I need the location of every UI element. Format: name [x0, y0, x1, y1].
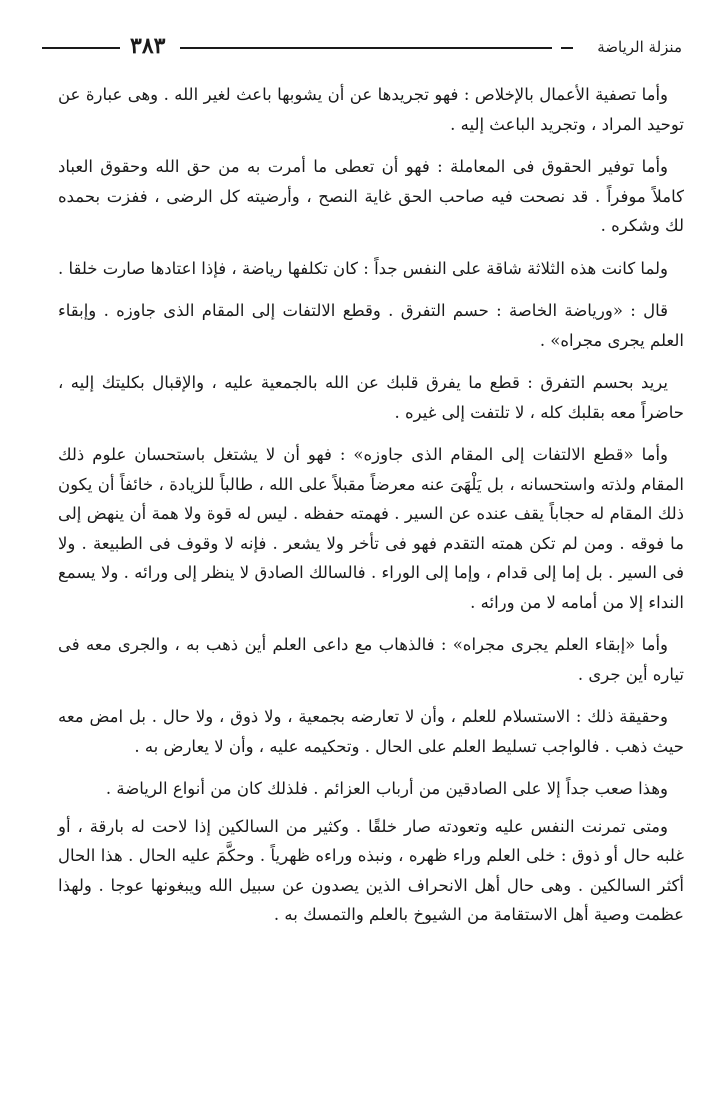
paragraph: وأما توفير الحقوق فى المعاملة : فهو أن تعطى ما أمرت به من حق الله وحقوق العباد كاملاً موفراً . قد نصحت فيه صاحب الحق غاية النصح ، وأرضيته كل الرضى ، ففزت بحمده لك وشكره . — [58, 157, 684, 235]
paragraph: ومتى تمرنت النفس عليه وتعودته صار خلقًا . وكثير من السالكين إذا لاحت له بارقة ، أو غلبه حال أو ذوق : خلى العلم وراء ظهره ، ونبذه وراءه ظهرياً . وحكَّمَ عليه الحال . هذا الحال أكثر السالكين . وهى حال أهل الانحراف الذين يصدون عن سبيل الله ويبغونها عوجا . ولهذا عظمت وصية أهل الاستقامة من الشيوخ بالعلم والتمسك به . — [58, 816, 684, 924]
paragraph: وأما «قطع الالتفات إلى المقام الذى جاوزه» : فهو أن لا يشتغل باستحسان علوم ذلك المقام ولذته واستحسانه ، بل يَلْهَىَ عنه معرضاً مقبلاً على الله ، طالباً للزيادة ، خائفاً أن يكون ذلك المقام له حجاباً يقف عنده عن السير . فهمته حفظه . ليس له قوة ولا همة أن ينهض إلى ما فوقه . ومن لم تكن همته التقدم فهو فى تأخر ولا يشعر . فإنه لا وقوف فى الطبيعة . ولا فى السير . بل إما إلى قدام ، وإما إلى الوراء . فالسالك الصادق لا ينظر إلى ورائه . ولا يسمع النداء إلا من أمامه لا من ورائه . — [58, 445, 684, 612]
paragraph: وهذا صعب جداً إلا على الصادقين من أرباب العزائم . فلذلك كان من أنواع الرياضة . — [105, 779, 668, 798]
header-rule-left — [42, 47, 120, 49]
running-title: منزلة الرياضة — [567, 36, 682, 58]
paragraph: ولما كانت هذه الثلاثة شاقة على النفس جداً : كان تكلفها رياضة ، فإذا اعتادها صارت خلقا . — [57, 258, 668, 278]
paragraph: قال : «ورياضة الخاصة : حسم التفرق . وقطع الالتفات إلى المقام الذى جاوزه . وإبقاء العلم يجرى مجراه» . — [58, 301, 684, 350]
paragraph: وحقيقة ذلك : الاستسلام للعلم ، وأن لا تعارضه بجمعية ، ولا ذوق ، ولا حال . بل امض معه حيث ذهب . فالواجب تسليط العلم على الحال . وتحكيمه عليه ، وأن لا يعارض به . — [58, 707, 684, 756]
header-rule-right — [180, 47, 552, 49]
paragraph: وأما «إبقاء العلم يجرى مجراه» : فالذهاب مع داعى العلم أين ذهب به ، والجرى معه فى تياره أين جرى . — [58, 635, 684, 684]
page-number: ٣٨٣ — [130, 33, 166, 59]
paragraph: وأما تصفية الأعمال بالإخلاص : فهو تجريدها عن أن يشوبها باعث لغير الله . وهى عبارة عن توحيد المراد ، وتجريد الباعث إليه . — [58, 85, 684, 134]
page-header — [38, 30, 682, 64]
body-text — [58, 80, 684, 943]
paragraph: يريد بحسم التفرق : قطع ما يفرق قلبك عن الله بالجمعية عليه ، والإقبال بكليتك إليه ، حاضراً معه بقلبك كله ، لا تلتفت إلى غيره . — [58, 373, 684, 422]
